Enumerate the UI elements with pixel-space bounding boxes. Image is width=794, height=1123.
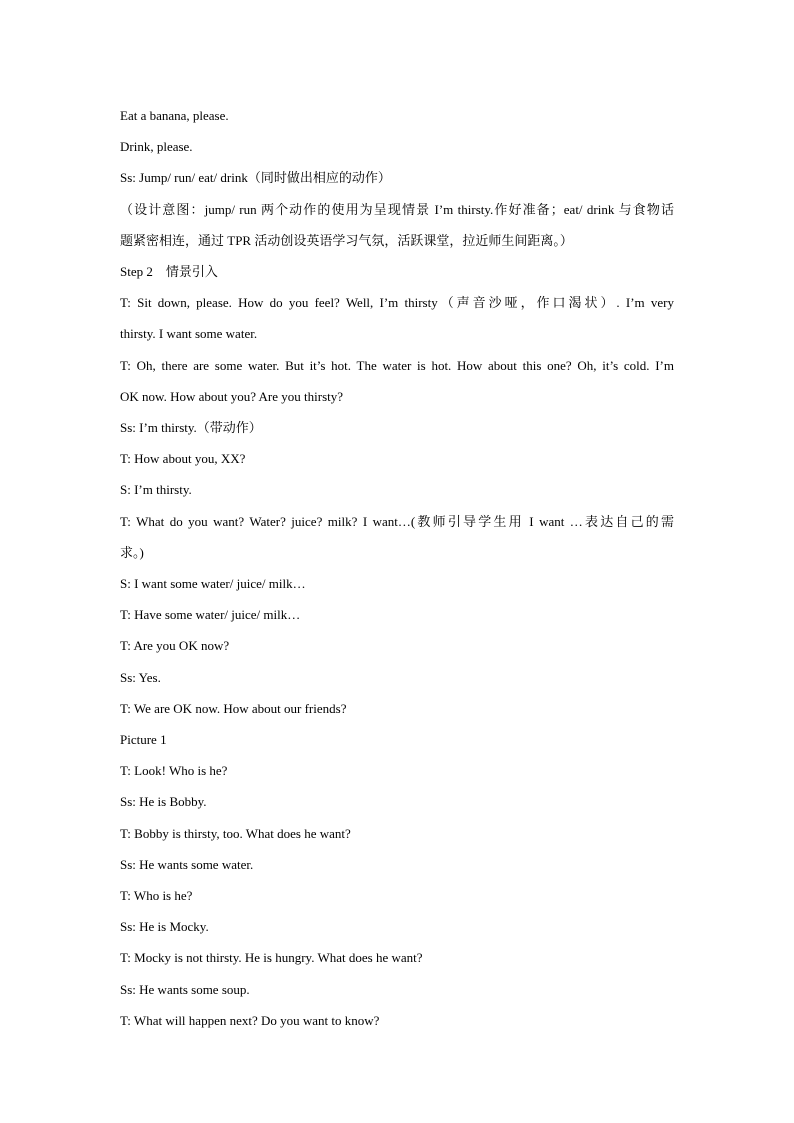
text-line: T: Bobby is thirsty, too. What does he want? <box>120 825 351 841</box>
text-line: Eat a banana, please. <box>120 108 229 123</box>
text-line: Ss: Jump/ run/ eat/ drink（同时做出相应的动作） <box>120 170 391 186</box>
text-line: S: I want some water/ juice/ milk… <box>120 576 306 592</box>
lesson-plan-text <box>120 100 674 1036</box>
text-line: Ss: He is Mocky. <box>120 919 209 935</box>
text-line: T: Oh, there are some water. But it’s hot. The water is hot. How about this one? Oh, it’s cold. I’m <box>120 357 674 373</box>
text-line: 求。) <box>120 544 144 560</box>
design-intent-line: （设计意图：jump/ run 两个动作的使用为呈现情景 I’m thirsty.作好准备；eat/ drink 与食物话 <box>120 201 674 217</box>
text-line: Ss: Yes. <box>120 669 161 685</box>
section-heading: Step 2 情景引入 <box>120 264 218 280</box>
text-line: T: Who is he? <box>120 888 193 904</box>
text-line: T: Are you OK now? <box>120 638 230 654</box>
text-line: Drink, please. <box>120 139 193 155</box>
text-line: T: Have some water/ juice/ milk… <box>120 607 301 623</box>
text-line: T: Sit down, please. How do you feel? Well, I’m thirsty（声音沙哑，作口渴状）. I’m very <box>120 295 674 311</box>
section-heading: Picture 1 <box>120 732 167 748</box>
text-line: Ss: He is Bobby. <box>120 794 207 810</box>
text-line: thirsty. I want some water. <box>120 326 258 342</box>
text-line: T: What do you want? Water? juice? milk? I want…(教师引导学生用 I want …表达自己的需 <box>120 513 674 529</box>
text-line: T: Look! Who is he? <box>120 763 228 779</box>
design-intent-line: 题紧密相连，通过 TPR 活动创设英语学习气氛，活跃课堂，拉近师生间距离。） <box>120 232 573 248</box>
text-line: S: I’m thirsty. <box>120 482 192 498</box>
text-line: T: What will happen next? Do you want to know? <box>120 1012 380 1028</box>
text-line: T: We are OK now. How about our friends? <box>120 700 347 716</box>
text-line: Ss: He wants some water. <box>120 856 254 872</box>
text-line: OK now. How about you? Are you thirsty? <box>120 388 344 404</box>
text-line: Ss: He wants some soup. <box>120 981 250 997</box>
text-line: Ss: I’m thirsty.（带动作） <box>120 420 262 436</box>
text-line: T: Mocky is not thirsty. He is hungry. What does he want? <box>120 950 423 966</box>
text-line: T: How about you, XX? <box>120 451 246 467</box>
